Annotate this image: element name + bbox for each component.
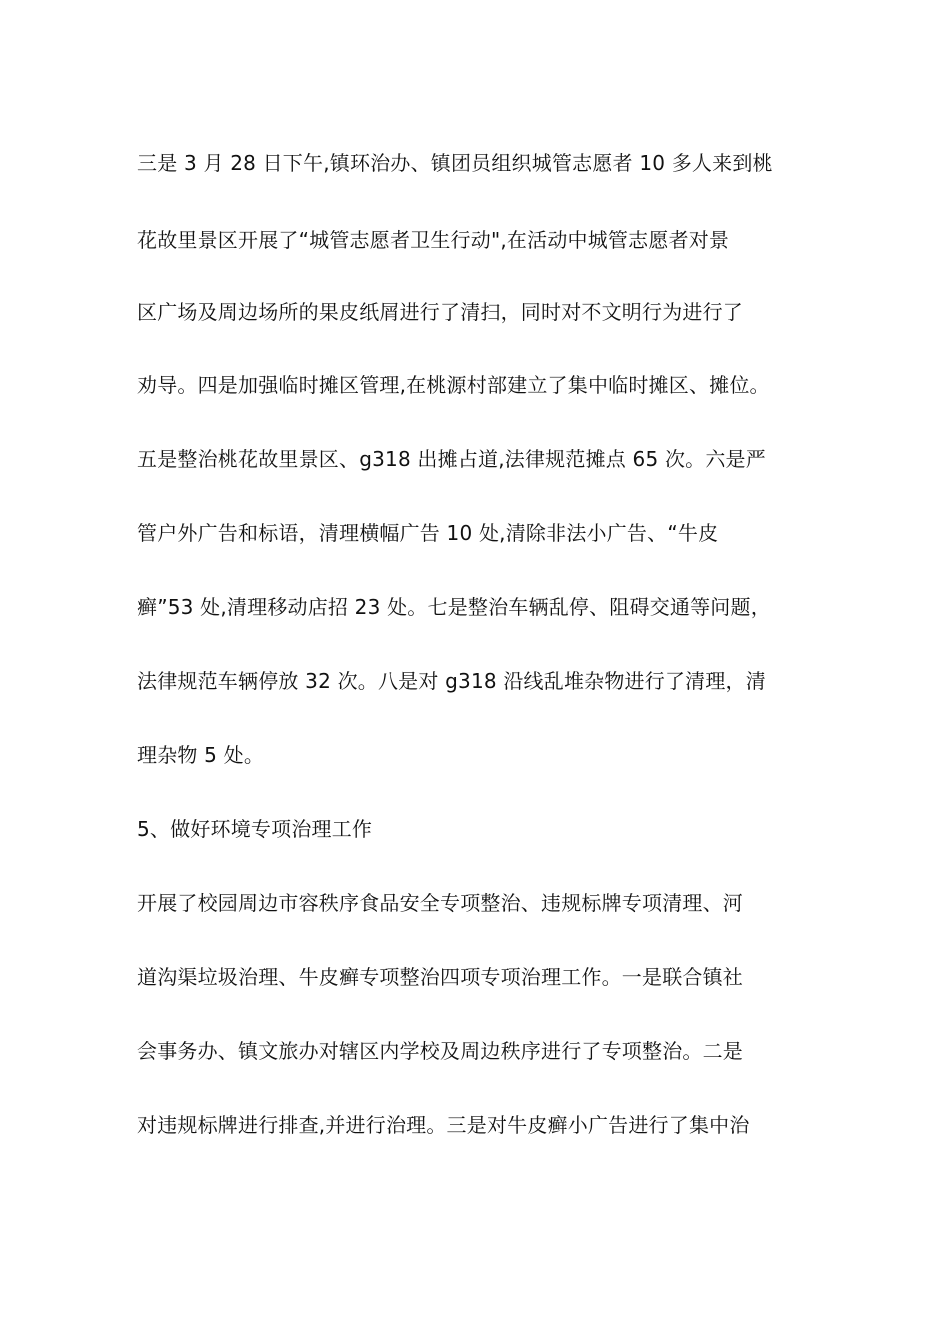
text-line: 五是整治桃花故里景区、g318 出摊占道,法律规范摊点 65 次。六是严 bbox=[137, 447, 766, 471]
text-line: 癣”53 处,清理移动店招 23 处。七是整治车辆乱停、阻碍交通等问题， bbox=[137, 595, 771, 619]
text-line: 开展了校园周边市容秩序食品安全专项整治、违规标牌专项清理、河 bbox=[137, 891, 743, 915]
text-line: 法律规范车辆停放 32 次。八是对 g318 沿线乱堆杂物进行了清理，清 bbox=[137, 669, 766, 693]
text-line: 道沟渠垃圾治理、牛皮癣专项整治四项专项治理工作。一是联合镇社 bbox=[137, 965, 743, 989]
text-line: 会事务办、镇文旅办对辖区内学校及周边秩序进行了专项整治。二是 bbox=[137, 1039, 743, 1063]
text-line: 管户外广告和标语，清理横幅广告 10 处,清除非法小广告、“牛皮 bbox=[137, 521, 719, 545]
text-line: 三是 3 月 28 日下午,镇环治办、镇团员组织城管志愿者 10 多人来到桃 bbox=[137, 151, 773, 175]
section-heading: 5、做好环境专项治理工作 bbox=[137, 817, 373, 841]
text-line: 理杂物 5 处。 bbox=[137, 743, 265, 767]
text-line: 对违规标牌进行排查,并进行治理。三是对牛皮癣小广告进行了集中治 bbox=[137, 1113, 750, 1137]
text-line: 区广场及周边场所的果皮纸屑进行了清扫，同时对不文明行为进行了 bbox=[137, 300, 743, 324]
text-line: 花故里景区开展了“城管志愿者卫生行动",在活动中城管志愿者对景 bbox=[137, 228, 730, 252]
text-line: 劝导。四是加强临时摊区管理,在桃源村部建立了集中临时摊区、摊位。 bbox=[137, 373, 770, 397]
